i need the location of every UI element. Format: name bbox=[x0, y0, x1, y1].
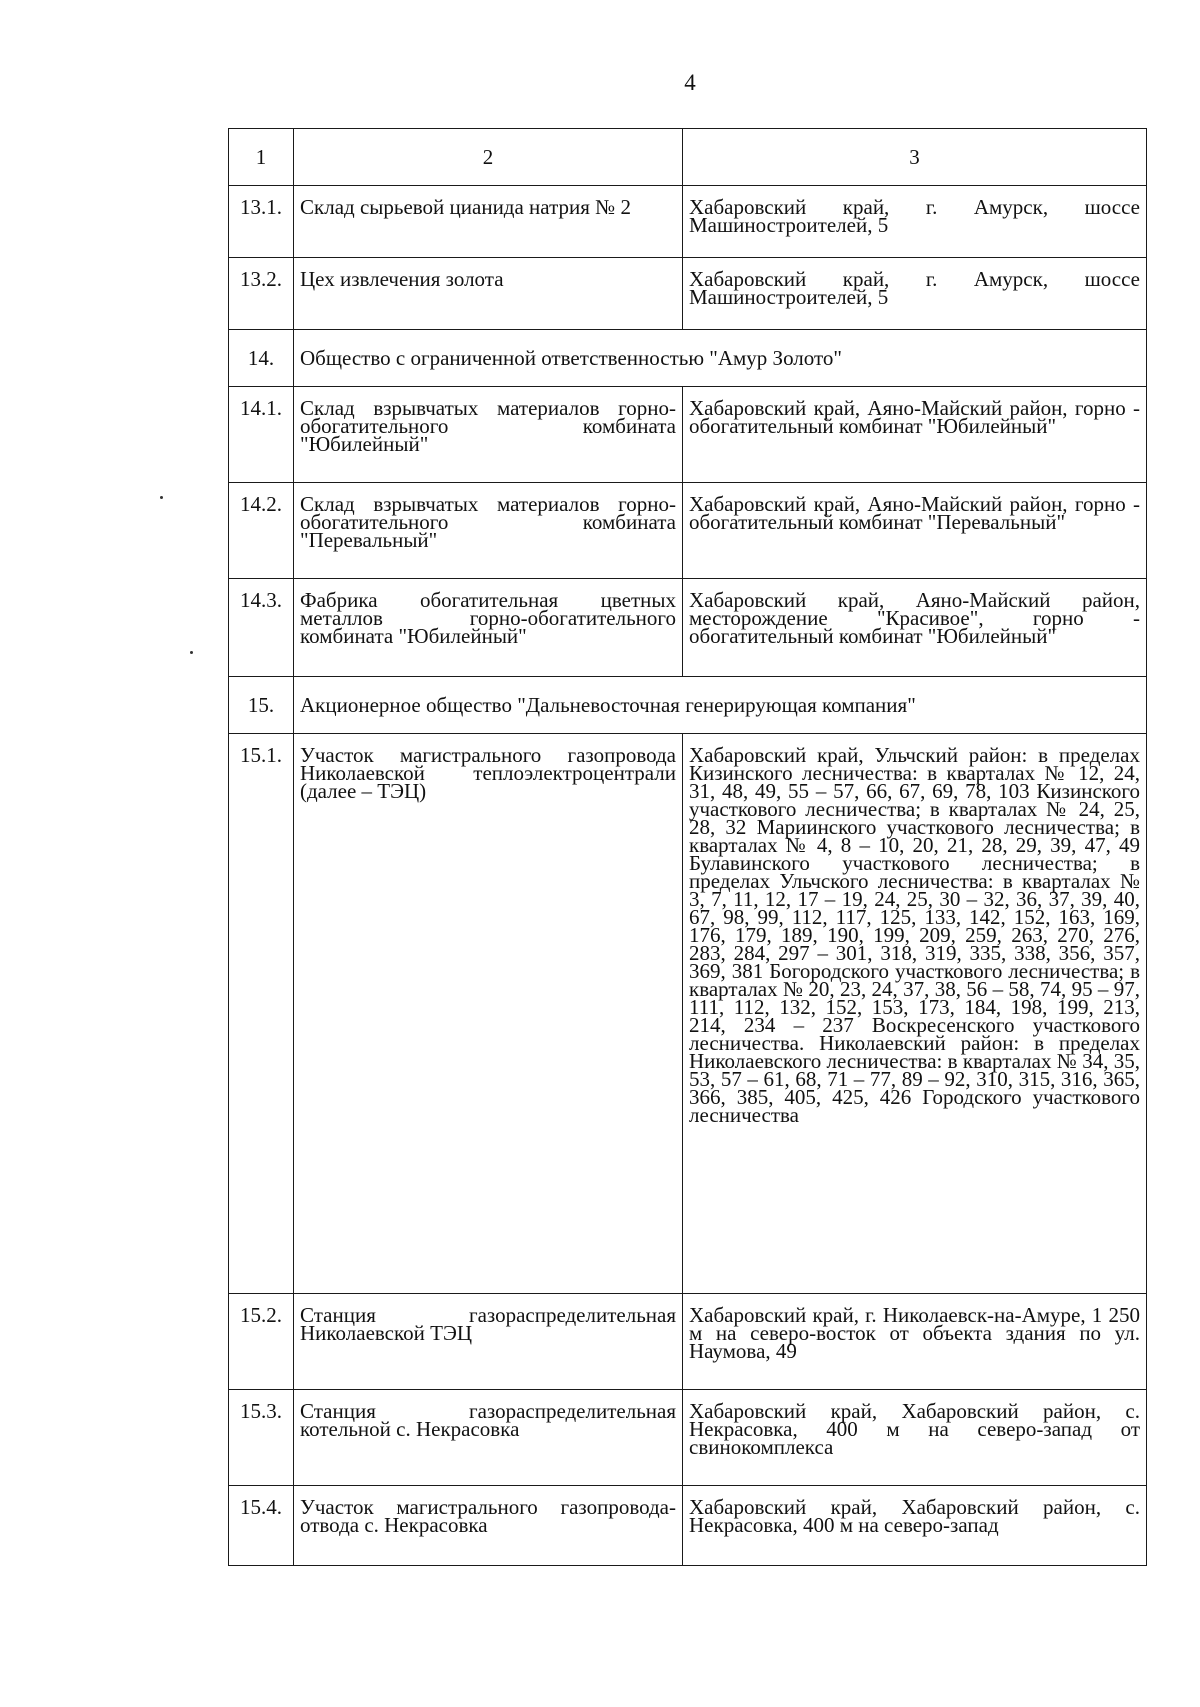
row-number: 15. bbox=[229, 677, 294, 734]
object-address: Хабаровский край, Аяно-Майский район, горно - обогатительный комбинат "Юбилейный" bbox=[683, 387, 1147, 483]
scan-speck bbox=[190, 651, 193, 654]
table-row bbox=[229, 186, 1147, 258]
object-name: Склад сырьевой цианида натрия № 2 bbox=[294, 186, 683, 258]
table-row bbox=[229, 579, 1147, 677]
table-row bbox=[229, 258, 1147, 330]
row-number: 15.4. bbox=[229, 1486, 294, 1566]
object-address: Хабаровский край, Ульчский район: в пределах Кизинского лесничества: в кварталах № 12, 24, 31, 48, 49, 55 – 57, 66, 67, 69, 78, 103 Кизинского участкового лесничества; в кварталах № 24, 25, 28, 32 Мариинского участкового лесничества; в кварталах № 4, 8 – 10, 20, 21, 28, 29, 39, 47, 49 Булавинского участкового лесничества; в пределах Ульчского лесничества: в кварталах № 3, 7, 11, 12, 17 – 19, 24, 25, 30 – 32, 36, 37, 39, 40, 67, 98, 99, 112, 117, 125, 133, 142, 152, 163, 169, 176, 179, 189, 190, 199, 209, 259, 263, 270, 276, 283, 284, 297 – 301, 318, 319, 335, 338, 356, 357, 369, 381 Богородского участкового лесничества; в кварталах № 20, 23, 24, 37, 38, 56 – 58, 74, 95 – 97, 111, 112, 132, 152, 153, 173, 184, 198, 199, 213, 214, 234 – 237 Воскресенского участкового лесничества. Николаевский район: в пределах Николаевского лесничества: в кварталах № 34, 35, 53, 57 – 61, 68, 71 – 77, 89 – 92, 310, 315, 316, 365, 366, 385, 405, 425, 426 Городского участкового лесничества bbox=[683, 734, 1147, 1294]
table-row bbox=[229, 734, 1147, 1294]
table-row bbox=[229, 483, 1147, 579]
header-col-2: 2 bbox=[294, 129, 683, 186]
object-address: Хабаровский край, г. Амурск, шоссе Машиностроителей, 5 bbox=[683, 258, 1147, 330]
organization-row bbox=[229, 677, 1147, 734]
table-row bbox=[229, 1294, 1147, 1390]
object-address: Хабаровский край, Хабаровский район, с. Некрасовка, 400 м на северо-запад bbox=[683, 1486, 1147, 1566]
object-name: Цех извлечения золота bbox=[294, 258, 683, 330]
table-header-row bbox=[229, 129, 1147, 186]
table-row bbox=[229, 1486, 1147, 1566]
page-number: 4 bbox=[684, 70, 696, 95]
row-number: 15.1. bbox=[229, 734, 294, 1294]
header-col-1: 1 bbox=[229, 129, 294, 186]
row-number: 15.2. bbox=[229, 1294, 294, 1390]
header-col-3: 3 bbox=[683, 129, 1147, 186]
scan-speck bbox=[160, 496, 163, 499]
row-number: 15.3. bbox=[229, 1390, 294, 1486]
organization-row bbox=[229, 330, 1147, 387]
row-number: 14.3. bbox=[229, 579, 294, 677]
table-row bbox=[229, 1390, 1147, 1486]
row-number: 14.1. bbox=[229, 387, 294, 483]
object-name: Склад взрывчатых материалов горно-обогатительного комбината "Юбилейный" bbox=[294, 387, 683, 483]
organization-name: Общество с ограниченной ответственностью "Амур Золото" bbox=[294, 330, 1147, 387]
row-number: 14. bbox=[229, 330, 294, 387]
organization-name: Акционерное общество "Дальневосточная генерирующая компания" bbox=[294, 677, 1147, 734]
object-name: Участок магистрального газопровода Николаевской теплоэлектроцентрали (далее – ТЭЦ) bbox=[294, 734, 683, 1294]
row-number: 14.2. bbox=[229, 483, 294, 579]
object-name: Станция газораспределительная Николаевской ТЭЦ bbox=[294, 1294, 683, 1390]
row-number: 13.2. bbox=[229, 258, 294, 330]
row-number: 13.1. bbox=[229, 186, 294, 258]
table-row bbox=[229, 387, 1147, 483]
object-name: Участок магистрального газопровода-отвода с. Некрасовка bbox=[294, 1486, 683, 1566]
object-address: Хабаровский край, Хабаровский район, с. Некрасовка, 400 м на северо-запад от свинокомплекса bbox=[683, 1390, 1147, 1486]
objects-table bbox=[228, 128, 1147, 1566]
object-address: Хабаровский край, Аяно-Майский район, месторождение "Красивое", горно - обогатительный комбинат "Юбилейный" bbox=[683, 579, 1147, 677]
object-address: Хабаровский край, Аяно-Майский район, горно - обогатительный комбинат "Перевальный" bbox=[683, 483, 1147, 579]
object-name: Фабрика обогатительная цветных металлов горно-обогатительного комбината "Юбилейный" bbox=[294, 579, 683, 677]
object-name: Склад взрывчатых материалов горно-обогатительного комбината "Перевальный" bbox=[294, 483, 683, 579]
object-address: Хабаровский край, г. Николаевск-на-Амуре, 1 250 м на северо-восток от объекта здания по ул. Наумова, 49 bbox=[683, 1294, 1147, 1390]
object-name: Станция газораспределительная котельной с. Некрасовка bbox=[294, 1390, 683, 1486]
object-address: Хабаровский край, г. Амурск, шоссе Машиностроителей, 5 bbox=[683, 186, 1147, 258]
